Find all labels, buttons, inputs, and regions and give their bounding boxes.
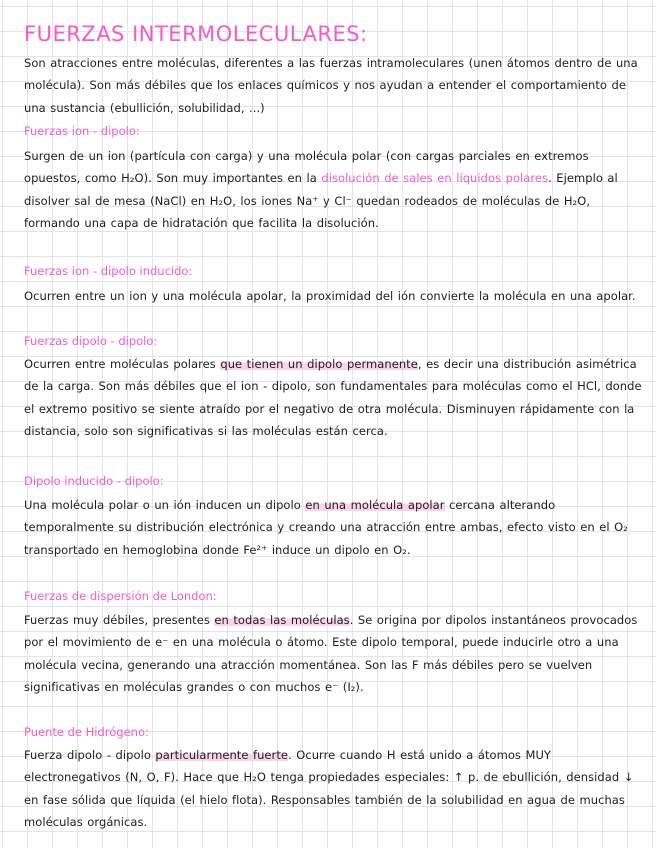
- paragraph-ion-dipolo-inducido: [24, 285, 644, 307]
- paragraph-dipolo-inducido: [24, 494, 644, 561]
- paragraph-dipolo-dipolo: [24, 353, 644, 442]
- puente-hidrogeno-text-1: Fuerza dipolo - dipolo: [24, 748, 151, 762]
- london-text-2: . Se origina por dipolos instantáneos provocados por el movimiento de e⁻ en una molécula o átomo. Este dipolo temporal, puede inducirle otro a una molécula vecina, generando una atracción momentánea. Son las F más débiles pero se vuelven significativas en moléculas grandes o con muchos e⁻ (I₂).: [24, 613, 638, 694]
- dipolo-inducido-text-2: cercana alterando temporalmente su distribución electrónica y creando una atracción entre ambas, efecto visto en el O₂ transportado en hemoglobina donde Fe²⁺ induce un dipolo en O₂.: [24, 498, 628, 557]
- puente-hidrogeno-highlight: particularmente fuerte: [155, 748, 289, 762]
- intro-paragraph: [24, 52, 644, 119]
- ion-dipolo-inducido-text: Ocurren entre un ion y una molécula apolar, la proximidad del ión convierte la molécula en una apolar.: [24, 289, 636, 303]
- heading-ion-dipolo-inducido: Fuerzas ion - dipolo inducido:: [24, 264, 193, 278]
- puente-hidrogeno-text-2: . Ocurre cuando H está unido a átomos MUY electronegativos (N, O, F). Hace que H₂O tenga propiedades especiales: ↑ p. de ebullición, densidad ↓ en fase sólida que líquida (el hielo flota). Responsables también de la solubilidad en agua de muchas moléculas orgánicas.: [24, 748, 634, 829]
- intro-text: Son atracciones entre moléculas, diferentes a las fuerzas intramoleculares (unen átomos dentro de una molécula). Son más débiles que los enlaces químicos y nos ayudan a entender el comportamiento de una sustancia (ebullición, solubilidad, ...): [24, 56, 638, 115]
- dipolo-dipolo-highlight: que tienen un dipolo permanente: [220, 357, 418, 371]
- ion-dipolo-text-1: Surgen de un ion (partícula con carga) y una molécula polar (con cargas parciales en extremos opuestos, como H₂O). Son muy importantes en la: [24, 149, 589, 186]
- london-text-1: Fuerzas muy débiles, presentes: [24, 613, 210, 627]
- heading-dipolo-inducido: Dipolo inducido - dipolo:: [24, 474, 164, 488]
- heading-puente-hidrogeno: Puente de Hidrógeno:: [24, 725, 149, 739]
- dipolo-dipolo-text-1: Ocurren entre moléculas polares: [24, 357, 216, 371]
- paragraph-ion-dipolo: [24, 145, 644, 234]
- dipolo-inducido-text-1: Una molécula polar o un ión inducen un dipolo: [24, 498, 301, 512]
- dipolo-inducido-highlight: en una molécula apolar: [305, 498, 445, 512]
- ion-dipolo-text-2: . Ejemplo al disolver sal de mesa (NaCl) en H₂O, los iones Na⁺ y Cl⁻ quedan rodeados de moléculas de H₂O, formando una capa de hidratación que facilita la disolución.: [24, 171, 618, 230]
- london-highlight: en todas las moléculas: [214, 613, 350, 627]
- heading-london: Fuerzas de dispersión de London:: [24, 589, 217, 603]
- paragraph-puente-hidrogeno: [24, 744, 644, 833]
- paragraph-london: [24, 609, 644, 698]
- heading-ion-dipolo: Fuerzas ion - dipolo:: [24, 124, 140, 138]
- dipolo-dipolo-text-2: , es decir una distribución asimétrica de la carga. Son más débiles que el ion - dipolo, son fundamentales para moléculas como el HCl, donde el extremo positivo se siente atraído por el negativo de otra molécula. Disminuyen rápidamente con la distancia, solo son significativas si las moléculas están cerca.: [24, 357, 642, 438]
- page-title: FUERZAS INTERMOLECULARES:: [24, 22, 368, 46]
- ion-dipolo-highlight: disolución de sales en líquidos polares: [321, 171, 549, 186]
- heading-dipolo-dipolo: Fuerzas dipolo - dipolo:: [24, 334, 158, 348]
